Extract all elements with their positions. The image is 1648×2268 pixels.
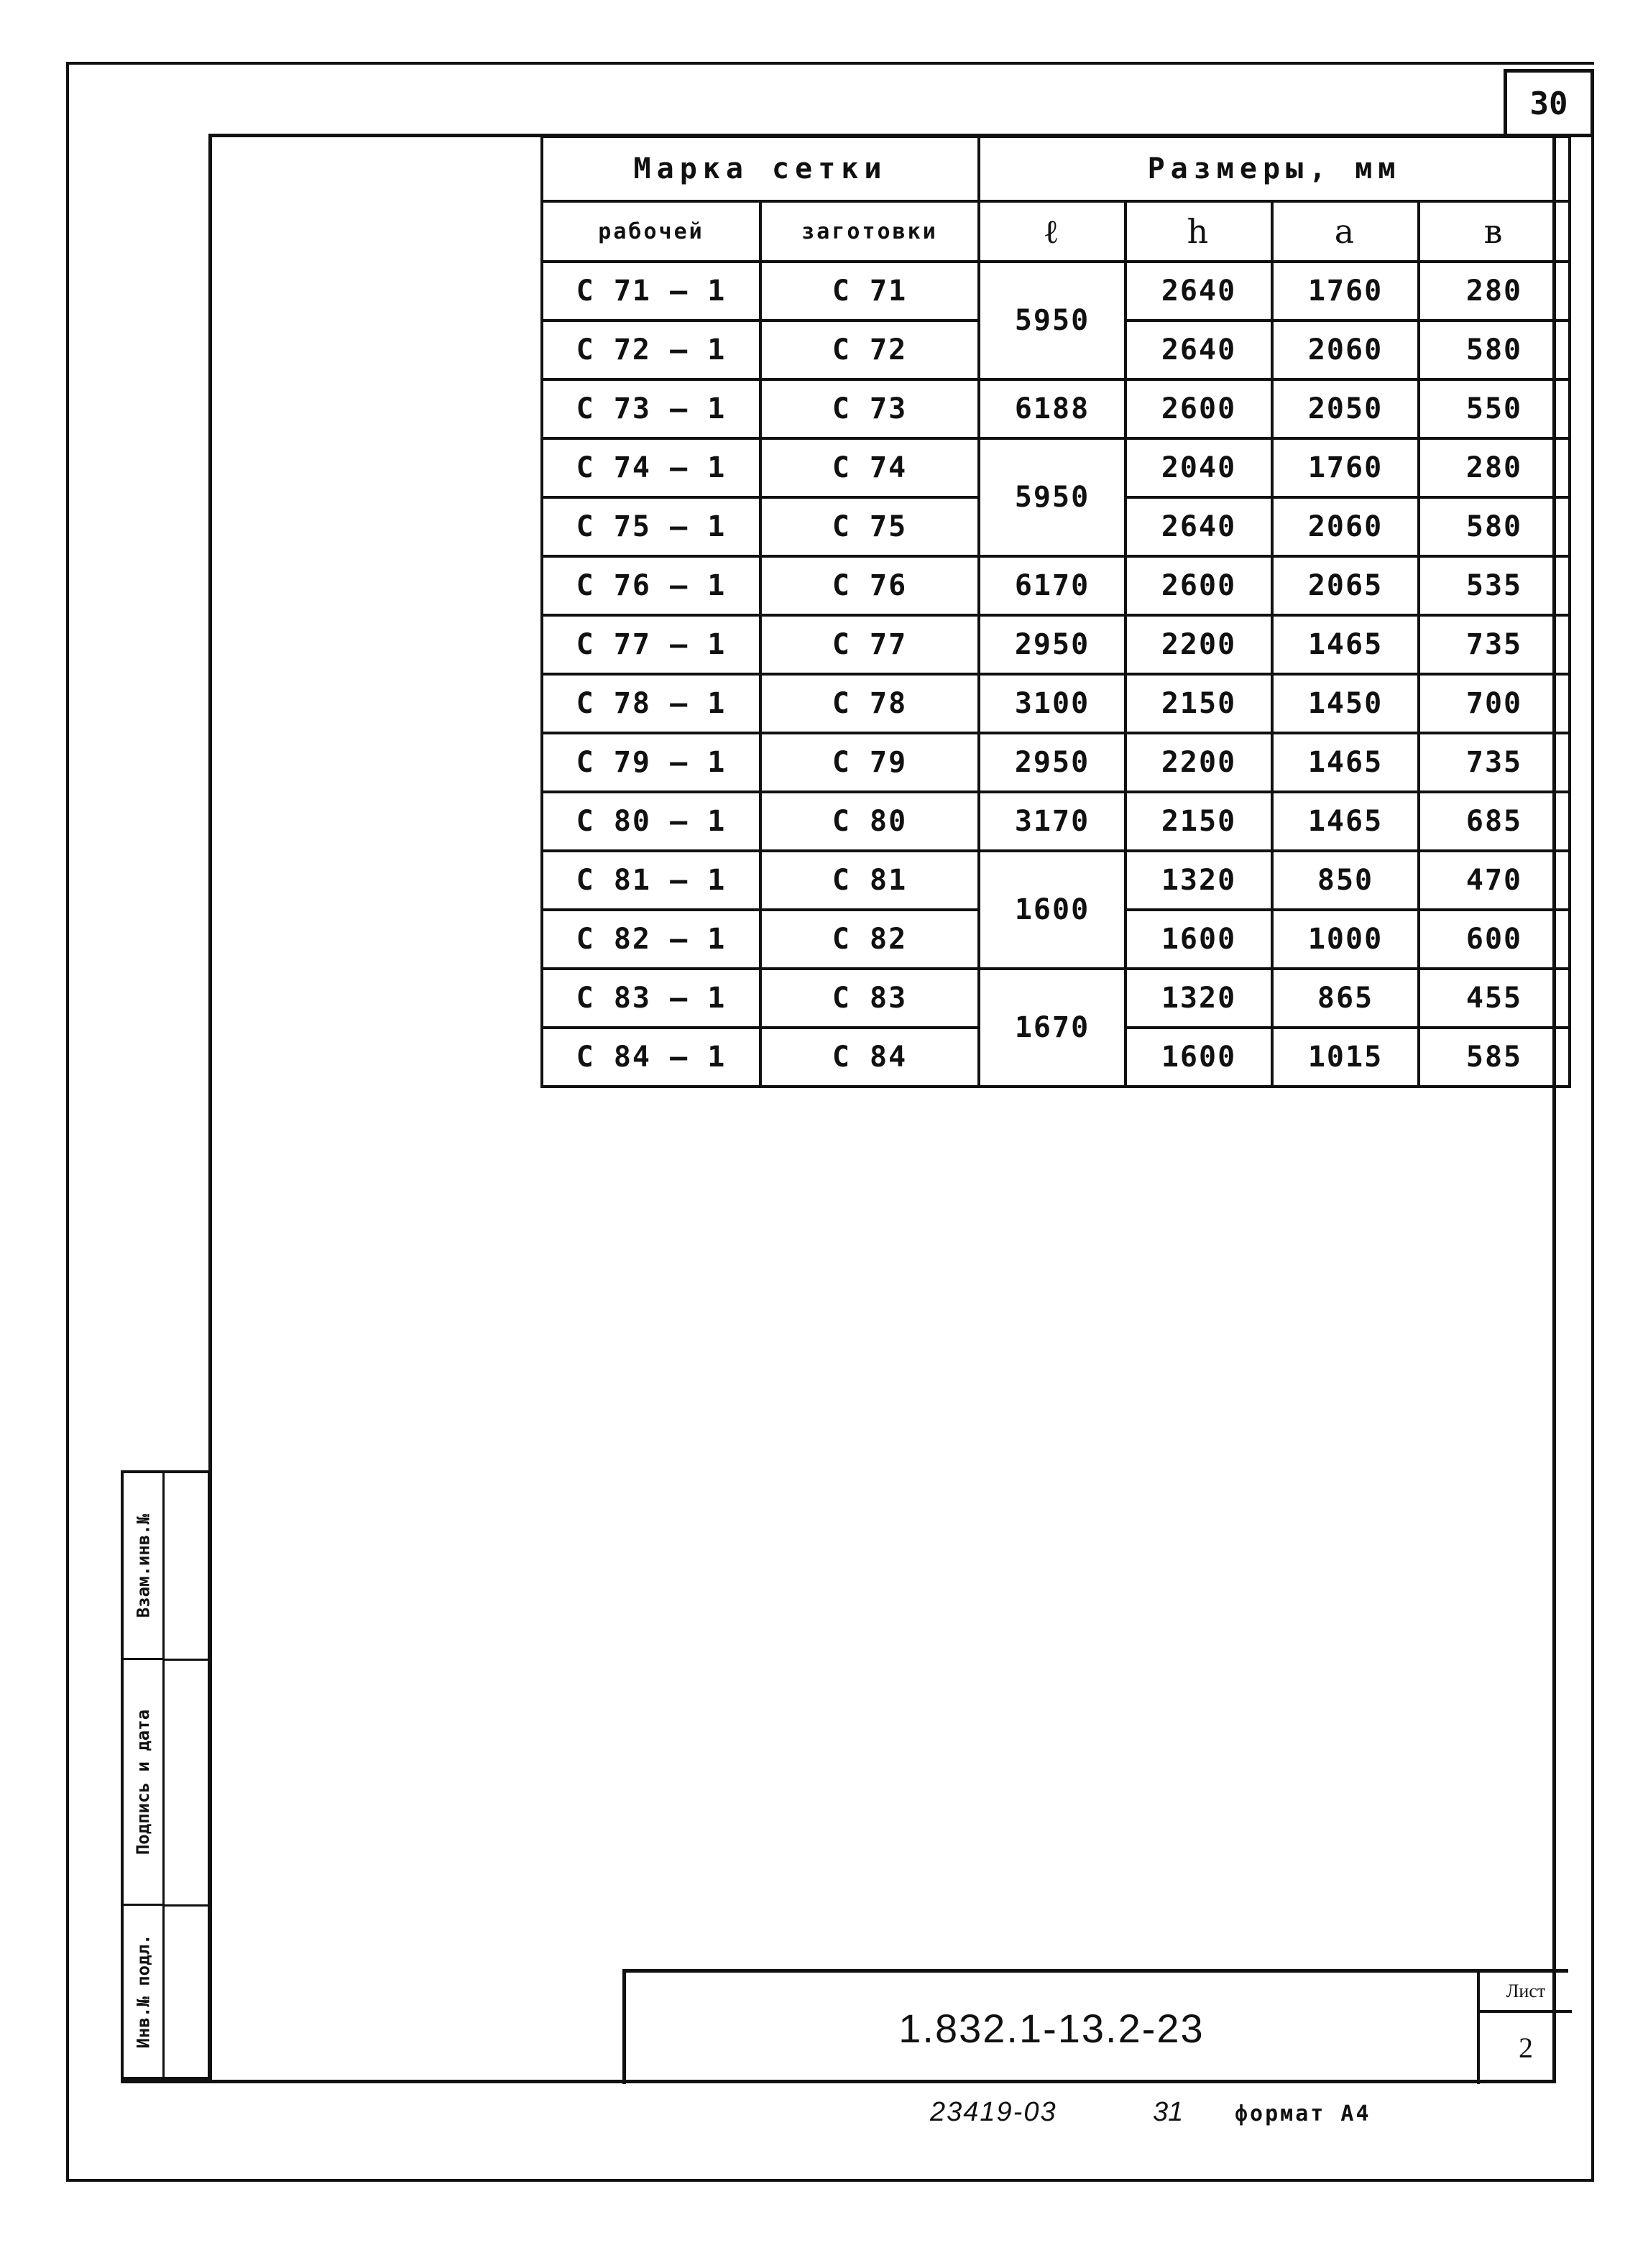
cell-h: 2640 <box>1125 321 1272 379</box>
cell-a: 865 <box>1272 969 1419 1028</box>
header-mesh-brand: Марка сетки <box>542 137 979 201</box>
table-row <box>542 969 1570 1028</box>
cell-blank: С 73 <box>760 379 979 438</box>
cell-blank: С 80 <box>760 792 979 851</box>
cell-h: 2640 <box>1125 262 1272 321</box>
side-stamp <box>121 1470 210 2080</box>
header-working: рабочей <box>542 201 760 262</box>
table-row <box>542 615 1570 674</box>
cell-h: 2600 <box>1125 556 1272 615</box>
header-blank: заготовки <box>760 201 979 262</box>
header-sizes-mm: Размеры, мм <box>979 137 1570 201</box>
cell-l: 6188 <box>979 379 1125 438</box>
header-a: a <box>1272 201 1419 262</box>
cell-b: 685 <box>1419 792 1570 851</box>
cell-h: 2640 <box>1125 497 1272 556</box>
cell-a: 1465 <box>1272 792 1419 851</box>
stamp-sign-date: Подпись и дата <box>133 1709 154 1855</box>
cell-working: С 78 – 1 <box>542 674 760 733</box>
inventory-number: 23419-03 <box>930 2097 1057 2127</box>
cell-working: С 77 – 1 <box>542 615 760 674</box>
cell-h: 2150 <box>1125 674 1272 733</box>
table-row <box>542 674 1570 733</box>
cell-blank: С 82 <box>760 910 979 969</box>
cell-h: 2150 <box>1125 792 1272 851</box>
mesh-size-table <box>540 135 1571 1088</box>
cell-h: 1320 <box>1125 969 1272 1028</box>
cell-working: С 81 – 1 <box>542 851 760 910</box>
cell-blank: С 81 <box>760 851 979 910</box>
stamp-row-line-1 <box>162 1659 210 1661</box>
table-row <box>542 733 1570 792</box>
cell-l: 2950 <box>979 733 1125 792</box>
cell-b: 735 <box>1419 615 1570 674</box>
title-block <box>622 1969 1568 2084</box>
cell-b: 580 <box>1419 321 1570 379</box>
stamp-inv-replace: Взам.инв.№ <box>133 1513 153 1618</box>
sheet-number: 30 <box>1529 86 1568 122</box>
cell-h: 2040 <box>1125 438 1272 497</box>
cell-h: 1600 <box>1125 910 1272 969</box>
cell-b: 280 <box>1419 262 1570 321</box>
sheet-label: Лист <box>1480 1973 1572 2013</box>
stamp-sign-date-cell <box>124 1660 162 1906</box>
cell-b: 735 <box>1419 733 1570 792</box>
document-code: 1.832.1-13.2-23 <box>898 2006 1205 2051</box>
table-row <box>542 851 1570 910</box>
right-edge-line <box>1591 69 1594 2182</box>
cell-a: 1450 <box>1272 674 1419 733</box>
cell-a: 2060 <box>1272 321 1419 379</box>
cell-working: С 84 – 1 <box>542 1028 760 1087</box>
cell-l: 3100 <box>979 674 1125 733</box>
left-edge-line <box>66 62 69 2182</box>
cell-b: 470 <box>1419 851 1570 910</box>
cell-l: 2950 <box>979 615 1125 674</box>
cell-a: 1760 <box>1272 262 1419 321</box>
cell-a: 1000 <box>1272 910 1419 969</box>
cell-blank: С 83 <box>760 969 979 1028</box>
stamp-row-line-2 <box>162 1904 210 1907</box>
table-body <box>542 262 1570 1087</box>
cell-a: 1760 <box>1272 438 1419 497</box>
cell-working: С 82 – 1 <box>542 910 760 969</box>
cell-h: 2200 <box>1125 733 1272 792</box>
cell-l: 1670 <box>979 969 1125 1087</box>
table-row <box>542 792 1570 851</box>
cell-h: 2200 <box>1125 615 1272 674</box>
header-b: в <box>1419 201 1570 262</box>
cell-working: С 73 – 1 <box>542 379 760 438</box>
cell-a: 1465 <box>1272 615 1419 674</box>
cell-blank: С 84 <box>760 1028 979 1087</box>
cell-blank: С 78 <box>760 674 979 733</box>
cell-b: 455 <box>1419 969 1570 1028</box>
cell-b: 280 <box>1419 438 1570 497</box>
cell-blank: С 72 <box>760 321 979 379</box>
table-row <box>542 379 1570 438</box>
cell-h: 2600 <box>1125 379 1272 438</box>
cell-l: 5950 <box>979 262 1125 379</box>
cell-l: 5950 <box>979 438 1125 556</box>
cell-working: С 76 – 1 <box>542 556 760 615</box>
cell-b: 700 <box>1419 674 1570 733</box>
stamp-inv-replace-cell <box>124 1473 162 1660</box>
cell-a: 1015 <box>1272 1028 1419 1087</box>
cell-a: 850 <box>1272 851 1419 910</box>
stamp-inv-orig-cell <box>124 1906 162 2077</box>
cell-working: С 75 – 1 <box>542 497 760 556</box>
header-h: h <box>1125 201 1272 262</box>
stamp-divider <box>162 1473 165 2077</box>
paper-format: формат А4 <box>1235 2101 1371 2126</box>
cell-working: С 83 – 1 <box>542 969 760 1028</box>
stamp-inv-orig: Инв.№ подл. <box>133 1934 154 2049</box>
cell-b: 585 <box>1419 1028 1570 1087</box>
cell-working: С 72 – 1 <box>542 321 760 379</box>
cell-blank: С 71 <box>760 262 979 321</box>
cell-a: 2065 <box>1272 556 1419 615</box>
cell-l: 6170 <box>979 556 1125 615</box>
cell-working: С 79 – 1 <box>542 733 760 792</box>
sheet-number-box <box>1504 69 1594 135</box>
cell-blank: С 75 <box>760 497 979 556</box>
cell-h: 1600 <box>1125 1028 1272 1087</box>
cell-blank: С 77 <box>760 615 979 674</box>
cell-blank: С 79 <box>760 733 979 792</box>
table-row <box>542 556 1570 615</box>
cell-working: С 71 – 1 <box>542 262 760 321</box>
sheet-cell <box>1477 1973 1572 2084</box>
cell-working: С 80 – 1 <box>542 792 760 851</box>
table-row <box>542 438 1570 497</box>
cell-h: 1320 <box>1125 851 1272 910</box>
header-l: ℓ <box>979 201 1125 262</box>
cell-blank: С 74 <box>760 438 979 497</box>
table-group-header-row <box>542 137 1570 201</box>
sheet-page-number: 2 <box>1519 2031 1533 2064</box>
table-row <box>542 262 1570 321</box>
cell-b: 535 <box>1419 556 1570 615</box>
cell-b: 600 <box>1419 910 1570 969</box>
top-edge-line <box>66 62 1594 65</box>
table-column-header-row <box>542 201 1570 262</box>
cell-blank: С 76 <box>760 556 979 615</box>
cell-a: 2060 <box>1272 497 1419 556</box>
bottom-edge-line <box>66 2179 1594 2182</box>
copies-number: 31 <box>1153 2097 1184 2127</box>
cell-b: 550 <box>1419 379 1570 438</box>
cell-a: 1465 <box>1272 733 1419 792</box>
cell-working: С 74 – 1 <box>542 438 760 497</box>
cell-l: 3170 <box>979 792 1125 851</box>
cell-l: 1600 <box>979 851 1125 969</box>
cell-b: 580 <box>1419 497 1570 556</box>
cell-a: 2050 <box>1272 379 1419 438</box>
